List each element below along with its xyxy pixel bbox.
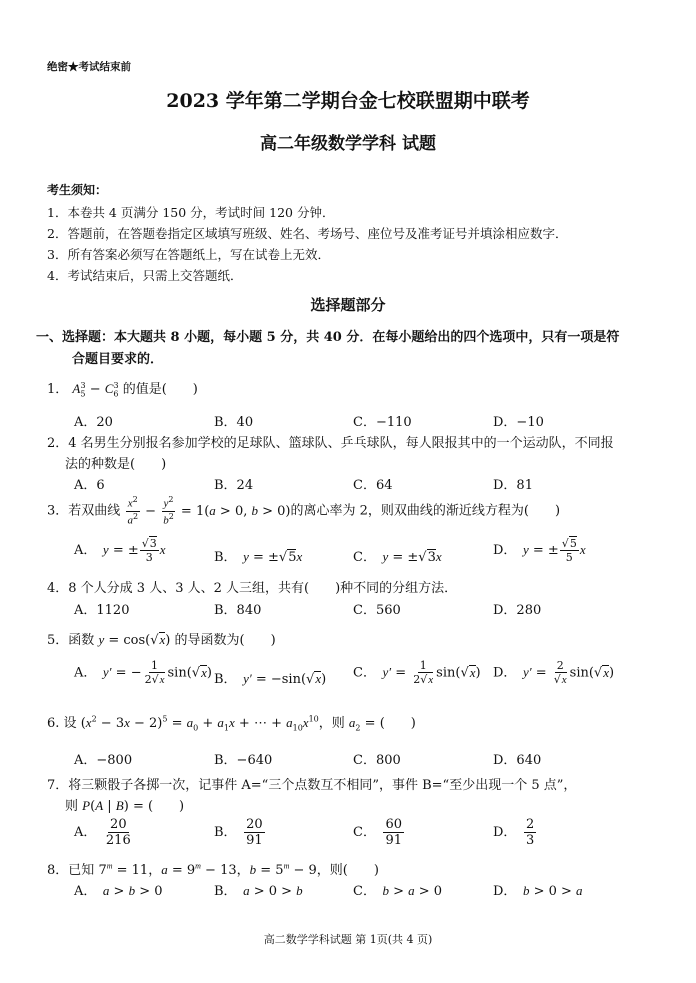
section-instruction: 一、选择题：本大题共 8 小题，每小题 5 分，共 40 分．在每小题给出的四个选项中，只有一项是符 — [36, 330, 620, 345]
question-tail: 的值是( ) — [122, 382, 198, 397]
option-a: A．6 — [74, 478, 105, 493]
question-number: 6. — [47, 716, 60, 731]
option-c: C．560 — [353, 603, 401, 618]
option-b: B． $\frac{20}{91}$ — [214, 817, 263, 848]
exam-title: 2023 学年第二学期台金七校联盟期中联考 — [166, 90, 530, 112]
section-instruction-cont: 合题目要求的． — [72, 352, 164, 367]
question-2-cont: 法的种数是( ) — [65, 457, 167, 472]
option-d: D． y = ± $\frac{√5}{5}$ x — [493, 537, 586, 564]
question-tail: ，则 — [318, 716, 345, 731]
option-a: A．−800 — [74, 753, 133, 768]
option-b: B． y = ±√5x — [214, 549, 303, 565]
question-5 — [47, 629, 276, 648]
math-expression: $a_2$ = — [348, 715, 380, 733]
option-c: C． y = ±√3x — [353, 549, 442, 565]
option-a: A．1120 — [74, 603, 130, 618]
option-c: C． y′ = $\frac{1}{2√x}$ sin(√x) — [353, 659, 481, 686]
question-lead: 设 — [63, 716, 77, 731]
option-b: B．−640 — [214, 753, 273, 768]
math-expression: $\frac{x^2}{a^2}$ − $\frac{y^2}{b^2}$ = 1(a > 0, b > 0) — [127, 495, 291, 527]
question-number: 3． — [47, 503, 69, 519]
notice-heading: 考生须知： — [47, 183, 108, 197]
option-c: C． b > a > 0 — [353, 883, 443, 899]
notice-item: 1．本卷共 4 页满分 150 分，考试时间 120 分钟． — [47, 205, 335, 220]
exam-subtitle: 高二年级数学学科 试题 — [260, 134, 436, 154]
option-c: C．−110 — [353, 415, 412, 430]
question-number: 1． — [47, 382, 69, 397]
option-b: B． a > 0 > b — [214, 883, 303, 899]
question-7: 7．将三颗骰子各掷一次，记事件 A=“三个点数互不相同”，事件 B=“至少出现一个 5 点”， — [47, 778, 577, 793]
question-8 — [47, 859, 379, 878]
option-d: D．280 — [493, 603, 542, 618]
question-tail: ，则( ) — [316, 863, 379, 878]
question-1 — [47, 378, 198, 399]
option-a: A．20 — [74, 415, 113, 430]
notice-item: 4．考试结束后，只需上交答题纸． — [47, 268, 243, 283]
option-a: A． y′ = − $\frac{1}{2√x}$ sin(√x) — [74, 659, 212, 686]
notice-item: 3．所有答案必须写在答题纸上，写在试卷上无效． — [47, 247, 330, 262]
math-expression: $A_5^3 - C_6^3$ — [72, 380, 119, 399]
question-2: 2．4 名男生分别报名参加学校的足球队、篮球队、乒乓球队，每人限报其中的一个运动队，不同报 — [47, 436, 614, 451]
math-expression: $(x^2 - 3x - 2)^5 = a_0 + a_1x$ + ⋯ + $a_{10}x^{10}$ — [80, 714, 319, 733]
option-a: A． a > b > 0 — [74, 883, 163, 899]
page-footer: 高二数学学科试题 第 1页(共 4 页) — [263, 933, 433, 946]
option-b: B．840 — [214, 603, 262, 618]
question-tail: 的导函数为( ) — [174, 633, 276, 648]
question-lead: 已知 — [68, 863, 95, 878]
option-c: C．64 — [353, 478, 393, 493]
option-a: A． y = ± $\frac{√3}{3}$ x — [74, 537, 166, 564]
option-b: B．40 — [214, 415, 254, 430]
option-d: D． b > 0 > a — [493, 883, 583, 899]
question-lead: 函数 — [68, 633, 95, 648]
option-c: C．800 — [353, 753, 401, 768]
option-d: D．640 — [493, 753, 542, 768]
question-tail: 的离心率为 2，则双曲线的渐近线方程为( ) — [290, 503, 561, 519]
option-b: B．24 — [214, 478, 254, 493]
option-a: A． $\frac{20}{216}$ — [74, 817, 131, 848]
option-b: B． y′ = −sin(√x) — [214, 671, 327, 687]
part-title: 选择题部分 — [310, 296, 386, 314]
option-c: C． $\frac{60}{91}$ — [353, 817, 403, 848]
option-d: D． y′ = $\frac{2}{√x}$ sin(√x) — [493, 659, 615, 686]
question-7-cont: 则 P(A | B) = ( ) — [65, 798, 185, 814]
question-number: 8． — [47, 863, 69, 878]
question-3 — [47, 496, 560, 526]
question-lead: 若双曲线 — [68, 503, 121, 519]
question-number: 5． — [47, 633, 69, 648]
option-d: D．81 — [493, 478, 533, 493]
question-4: 4．8 个人分成 3 人、3 人、2 人三组，共有( )种不同的分组方法． — [47, 581, 458, 596]
math-expression: P(A | B) = — [82, 798, 148, 814]
math-expression: y = cos(√x) — [98, 632, 171, 648]
question-end: ( ) — [379, 716, 416, 731]
secret-label: 绝密★考试结束前 — [47, 61, 131, 73]
option-d: D． $\frac{2}{3}$ — [493, 817, 535, 848]
math-expression: $7^m = 11$，$a = 9^m - 13$，$b = 5^m - 9$ — [98, 861, 317, 878]
notice-item: 2．答题前，在答题卷指定区域填写班级、姓名、考场号、座位号及准考证号并填涂相应数字． — [47, 226, 568, 241]
option-d: D．−10 — [493, 415, 544, 430]
question-6 — [47, 712, 416, 733]
